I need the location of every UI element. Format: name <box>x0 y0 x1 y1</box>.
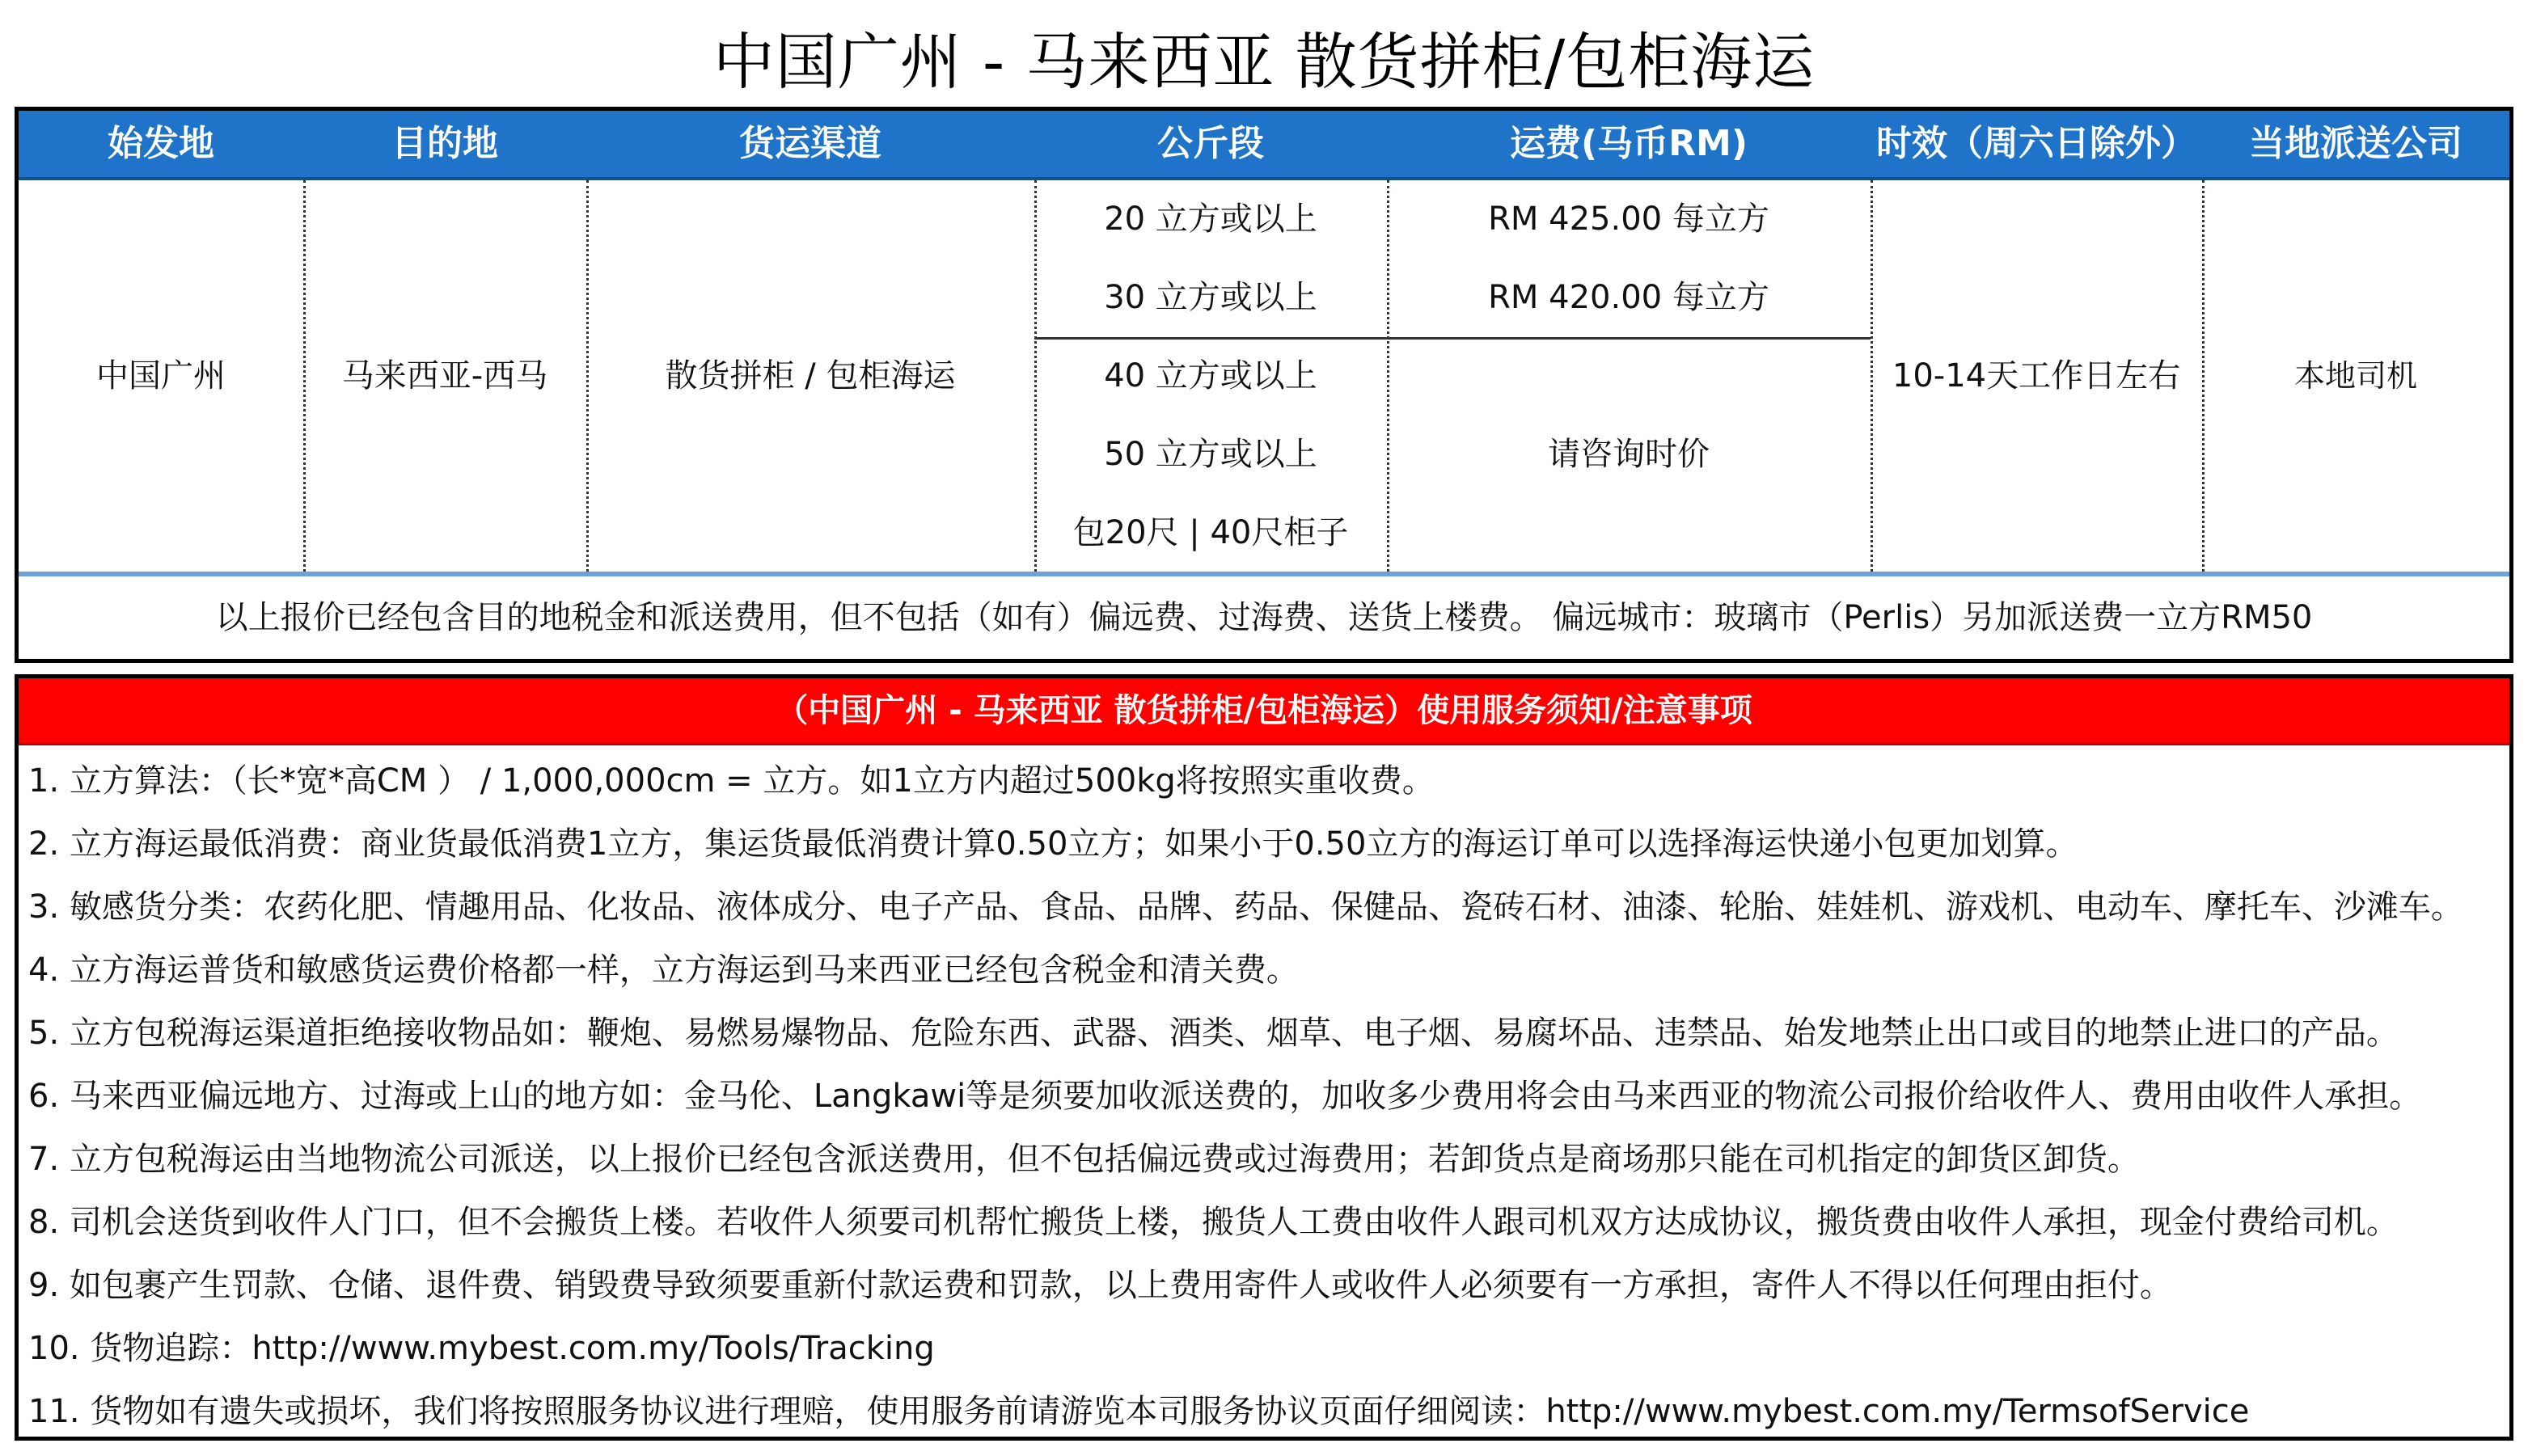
terms-link[interactable]: 11. 货物如有遗失或损坏，我们将按照服务协议进行理赔，使用服务前请游览本司服务协议页面仔细阅读：http://www.mybest.com.my/TermsofService <box>28 1393 2250 1430</box>
tracking-link[interactable]: 10. 货物追踪：http://www.mybest.com.my/Tools/Tracking <box>28 1330 935 1367</box>
notice-list <box>28 749 2508 1443</box>
channel-cell: 散货拼柜 / 包柜海运 <box>665 357 956 395</box>
transit-cell: 10-14天工作日左右 <box>1892 357 2181 395</box>
header-channel: 货运渠道 <box>739 123 881 164</box>
rate-table-body <box>19 180 2509 572</box>
weight-band-cell: 包20尺 | 40尺柜子 <box>1072 514 1349 551</box>
rate-table <box>15 107 2513 663</box>
notice-section <box>15 674 2513 1441</box>
page-title: 中国广州 - 马来西亚 散货拼柜/包柜海运 <box>712 26 1816 98</box>
weight-band-cell: 20 立方或以上 <box>1104 200 1317 238</box>
notice-item: 2. 立方海运最低消费：商业货最低消费1立方，集运货最低消费计算0.50立方；如果小于0.50立方的海运订单可以选择海运快递小包更加划算。 <box>28 825 2078 863</box>
header-destination: 目的地 <box>391 123 498 164</box>
header-origin: 始发地 <box>108 123 214 164</box>
price-cell: RM 420.00 每立方 <box>1488 279 1769 316</box>
header-weight-band: 公斤段 <box>1157 123 1264 164</box>
weight-band-cell: 50 立方或以上 <box>1104 436 1317 473</box>
price-cell: 请咨询时价 <box>1548 436 1710 473</box>
rate-note: 以上报价已经包含目的地税金和派送费用，但不包括（如有）偏远费、过海费、送货上楼费。 偏远城市：玻璃市（Perlis）另加派送费一立方RM50 <box>215 599 2313 636</box>
price-cell: RM 425.00 每立方 <box>1488 200 1769 238</box>
header-price: 运费(马币RM) <box>1510 123 1748 164</box>
destination-cell: 马来西亚-西马 <box>341 357 548 395</box>
notice-item: 3. 敏感货分类：农药化肥、情趣用品、化妆品、液体成分、电子产品、食品、品牌、药品、保健品、瓷砖石材、油漆、轮胎、娃娃机、游戏机、电动车、摩托车、沙滩车。 <box>28 888 2463 926</box>
notice-item: 4. 立方海运普货和敏感货运费价格都一样，立方海运到马来西亚已经包含税金和清关费。 <box>28 952 1299 989</box>
delivery-company-cell: 本地司机 <box>2293 358 2417 394</box>
notice-item: 8. 司机会送货到收件人门口，但不会搬货上楼。若收件人须要司机帮忙搬货上楼，搬货人工费由收件人跟司机双方达成协议，搬货费由收件人承担，现金付费给司机。 <box>28 1204 2399 1241</box>
notice-item: 6. 马来西亚偏远地方、过海或上山的地方如：金马伦、Langkawi等是须要加收派送费的，加收多少费用将会由马来西亚的物流公司报价给收件人、费用由收件人承担。 <box>28 1078 2422 1115</box>
notice-item: 9. 如包裹产生罚款、仓储、退件费、销毁费导致须要重新付款运费和罚款，以上费用寄件人或收件人必须要有一方承担，寄件人不得以任何理由拒付。 <box>28 1267 2172 1304</box>
notice-item: 5. 立方包税海运渠道拒绝接收物品如：鞭炮、易燃易爆物品、危险东西、武器、酒类、烟草、电子烟、易腐坏品、违禁品、始发地禁止出口或目的地禁止进口的产品。 <box>28 1015 2399 1052</box>
header-transit: 时效（周六日除外） <box>1876 123 2196 164</box>
header-delivery-company: 当地派送公司 <box>2249 123 2462 164</box>
weight-band-cell: 30 立方或以上 <box>1104 279 1317 316</box>
origin-cell: 中国广州 <box>96 357 226 395</box>
notice-item: 1. 立方算法：（长*宽*高CM ） / 1,000,000cm = 立方。如1立方内超过500kg将按照实重收费。 <box>28 762 1435 800</box>
notice-title: （中国广州 - 马来西亚 散货拼柜/包柜海运）使用服务须知/注意事项 <box>19 678 2509 745</box>
rate-table-header <box>19 111 2509 180</box>
notice-item: 7. 立方包税海运由当地物流公司派送，以上报价已经包含派送费用，但不包括偏远费或过海费用；若卸货点是商场那只能在司机指定的卸货区卸货。 <box>28 1141 2140 1178</box>
weight-band-cell: 40 立方或以上 <box>1104 357 1317 395</box>
